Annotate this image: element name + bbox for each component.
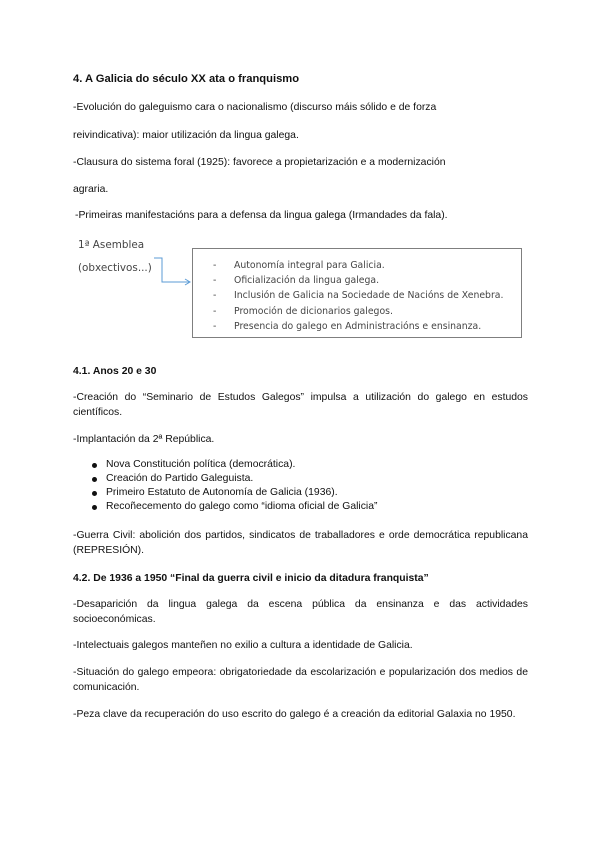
objective-text: Promoción de dicionarios galegos. [234, 305, 393, 317]
bullet-item [73, 472, 377, 486]
dash-marker: - [213, 320, 217, 332]
section-4-paragraph-2-line-2: agraria. [73, 184, 109, 195]
section-4-paragraph-3: -Primeiras manifestacións para a defensa da lingua galega (Irmandades da fala). [75, 210, 448, 221]
section-4-1-paragraph-2: -Implantación da 2ª República. [73, 434, 215, 445]
diagram-title-line-1: 1ª Asemblea [78, 239, 145, 251]
bullet-dot [92, 463, 97, 468]
dash-marker: - [213, 305, 217, 317]
republic-bullet-list [73, 458, 377, 514]
section-4-paragraph-1-line-1: -Evolución do galeguismo cara o nacionalismo (discurso máis sólido e de forza [73, 102, 437, 113]
asemblea-diagram [78, 236, 528, 346]
objective-item [213, 258, 503, 273]
section-4-1-paragraph-3: -Guerra Civil: abolición dos partidos, sindicatos de traballadores e orde democrática republicana (REPRESIÓN). [73, 530, 528, 556]
bullet-dot [92, 491, 97, 496]
objectives-list [213, 258, 503, 334]
bullet-text: Nova Constitución política (democrática). [106, 459, 296, 470]
section-4-2-paragraph-4: -Peza clave da recuperación do uso escrito do galego é a creación da editorial Galaxia no 1950. [73, 709, 516, 720]
objective-text: Inclusión de Galicia na Sociedade de Nacións de Xenebra. [234, 290, 504, 302]
objective-item [213, 273, 503, 288]
dash-marker: - [213, 275, 217, 287]
section-4-paragraph-2-line-1: -Clausura do sistema foral (1925): favorece a propietarización e a modernización [73, 157, 446, 168]
bullet-text: Primeiro Estatuto de Autonomía de Galicia (1936). [106, 487, 338, 498]
objective-item [213, 319, 503, 334]
dash-marker: - [213, 260, 217, 271]
bullet-item [73, 486, 377, 500]
objectives-box [192, 248, 522, 338]
dash-marker: - [213, 290, 217, 302]
bullet-dot [92, 477, 97, 482]
bullet-text: Creación do Partido Galeguista. [106, 473, 254, 484]
bullet-item [73, 458, 377, 472]
section-4-2-paragraph-2: -Intelectuais galegos manteñen no exilio a cultura a identidade de Galicia. [73, 640, 413, 651]
objective-item [213, 288, 503, 303]
bullet-dot [92, 505, 97, 510]
section-4-title: 4. A Galicia do século XX ata o franquismo [73, 73, 300, 85]
diagram-title-line-2: (obxectivos...) [78, 262, 152, 274]
objective-item [213, 304, 503, 319]
section-4-1-title: 4.1. Anos 20 e 30 [73, 366, 157, 377]
connector-arrow [78, 236, 198, 296]
objective-text: Oficialización da lingua galega. [234, 275, 380, 287]
objective-text: Presencia do galego en Administracións e ensinanza. [234, 320, 482, 332]
objective-text: Autonomía integral para Galicia. [234, 260, 385, 271]
section-4-2-paragraph-1: -Desaparición da lingua galega da escena pública da ensinanza e das actividades socioeconómicas. [73, 599, 528, 625]
section-4-2-paragraph-3: -Situación do galego empeora: obrigatoriedade da escolarización e popularización dos medios de comunicación. [73, 667, 528, 693]
section-4-2-title: 4.2. De 1936 a 1950 “Final da guerra civil e inicio da ditadura franquista” [73, 573, 429, 584]
section-4-1-paragraph-1: -Creación do “Seminario de Estudos Galegos” impulsa a utilización do galego en estudos científicos. [73, 392, 528, 418]
bullet-item [73, 500, 377, 514]
bullet-text: Recoñecemento do galego como “idioma oficial de Galicia” [106, 501, 378, 512]
section-4-paragraph-1-line-2: reivindicativa): maior utilización da lingua galega. [73, 130, 299, 141]
